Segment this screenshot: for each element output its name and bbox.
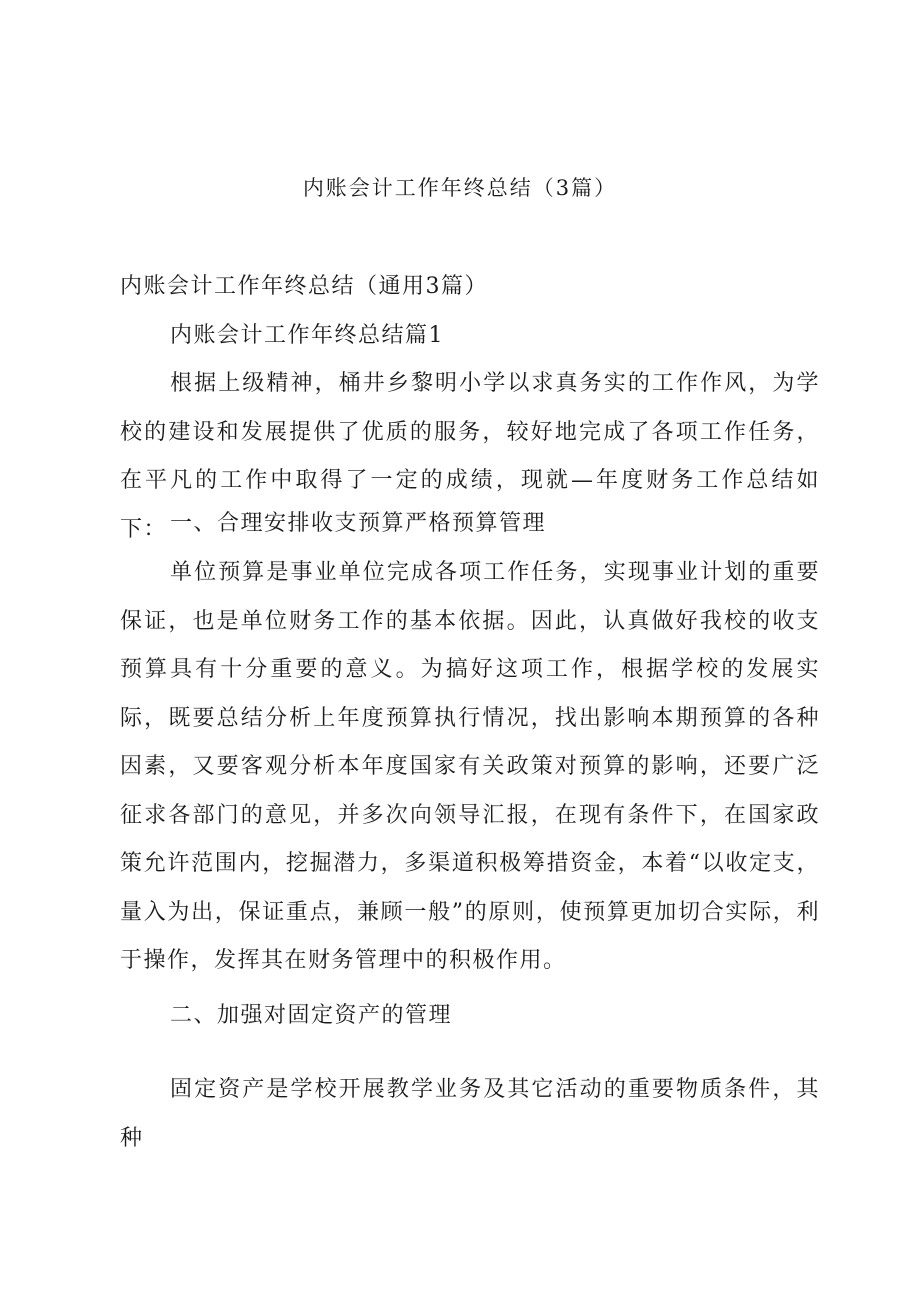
section-title: 内账会计工作年终总结篇1 (170, 323, 444, 348)
heading-fixed-assets: 二、加强对固定资产的管理 (170, 1003, 453, 1028)
document-title: 内账会计工作年终总结（3篇） (302, 176, 618, 200)
document-subtitle: 内账会计工作年终总结（通用3篇） (120, 274, 488, 299)
paragraph-fixed-assets: 固定资产是学校开展教学业务及其它活动的重要物质条件，其种 (120, 1077, 820, 1151)
paragraph-intro: 根据上级精神，桶井乡黎明小学以求真务实的工作作风，为学校的建设和发展提供了优质的服务，较好地完成了各项工作任务，在平凡的工作中取得了一定的成绩，现就—年度财务工作总结如下： (120, 371, 820, 542)
heading-budget-management: 一、合理安排收支预算严格预算管理 (170, 511, 547, 536)
paragraph-budget: 单位预算是事业单位完成各项工作任务，实现事业计划的重要保证，也是单位财务工作的基本依据。因此，认真做好我校的收支预算具有十分重要的意义。为搞好这项工作，根据学校的发展实际，既要总结分析上年度预算执行情况，找出影响本期预算的各种因素，又要客观分析本年度国家有关政策对预算的影响，还要广泛征求各部门的意见，并多次向领导汇报，在现有条件下，在国家政策允许范围内，挖掘潜力，多渠道积极筹措资金，本着“以收定支，量入为出，保证重点，兼顾一般”的原则，使预算更加切合实际，利于操作，发挥其在财务管理中的积极作用。 (120, 560, 820, 973)
